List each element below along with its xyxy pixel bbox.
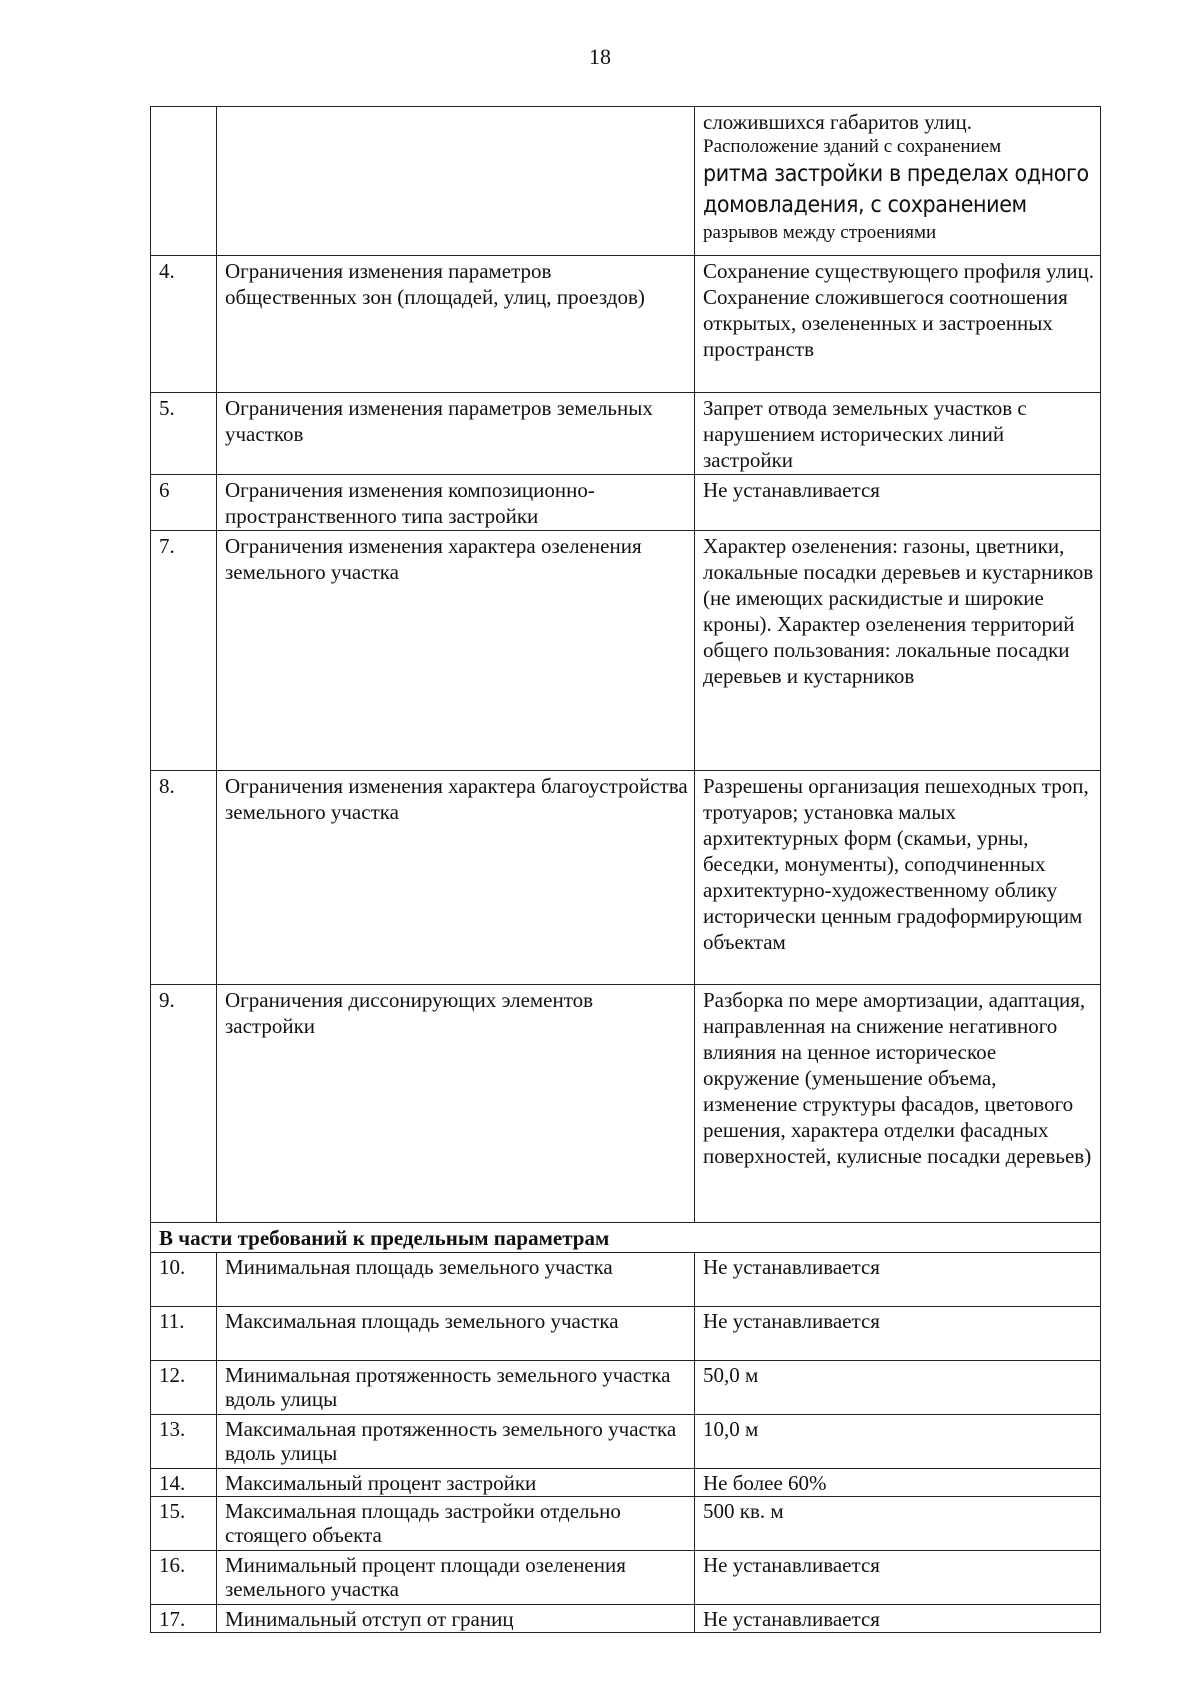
value-line: разрывов между строениями	[703, 222, 937, 243]
row-number: 12.	[151, 1361, 217, 1415]
row-value: Характер озеленения: газоны, цветники, локальные посадки деревьев и кустарников (не имеющих раскидистые и широкие кроны). Характер озеленения территорий общего пользования: локальные посадки деревьев и кустарников	[695, 531, 1101, 771]
row-value: 50,0 м	[695, 1361, 1101, 1415]
row-title: Минимальный отступ от границ	[217, 1605, 695, 1633]
row-number: 15.	[151, 1497, 217, 1551]
row-title: Ограничения изменения параметров общественных зон (площадей, улиц, проездов)	[217, 256, 695, 393]
row-number: 10.	[151, 1253, 217, 1307]
table-row-continuation	[151, 107, 1101, 256]
table-row	[151, 531, 1101, 771]
row-number: 6	[151, 475, 217, 531]
table-row	[151, 1469, 1101, 1497]
row-number: 7.	[151, 531, 217, 771]
row-number: 11.	[151, 1307, 217, 1361]
table-row	[151, 1497, 1101, 1551]
row-number	[151, 107, 217, 256]
table-row	[151, 771, 1101, 985]
row-title: Минимальный процент площади озеленения земельного участка	[217, 1551, 695, 1605]
row-value: Не устанавливается	[695, 475, 1101, 531]
row-value: Разрешены организация пешеходных троп, тротуаров; установка малых архитектурных форм (скамьи, урны, беседки, монументы), соподчиненных архитектурно-художественному облику исторически ценным градоформирующим объектам	[695, 771, 1101, 985]
table-row	[151, 1307, 1101, 1361]
row-number: 14.	[151, 1469, 217, 1497]
row-number: 8.	[151, 771, 217, 985]
row-number: 13.	[151, 1415, 217, 1469]
row-number: 16.	[151, 1551, 217, 1605]
page-number: 18	[589, 44, 611, 69]
row-value	[695, 107, 1101, 256]
row-value: Запрет отвода земельных участков с нарушением исторических линий застройки	[695, 393, 1101, 475]
value-line: сложившихся габаритов улиц.	[703, 110, 973, 134]
row-value: Не устанавливается	[695, 1605, 1101, 1633]
row-value: 500 кв. м	[695, 1497, 1101, 1551]
row-number: 9.	[151, 985, 217, 1223]
requirements-table	[150, 106, 1101, 1633]
value-line: ритма застройки в пределах одного	[703, 161, 1089, 187]
section-row	[151, 1223, 1101, 1253]
table-row	[151, 1605, 1101, 1633]
table-row	[151, 1551, 1101, 1605]
row-value: Сохранение существующего профиля улиц. Сохранение сложившегося соотношения открытых, озелененных и застроенных пространств	[695, 256, 1101, 393]
table-row	[151, 256, 1101, 393]
row-value: 10,0 м	[695, 1415, 1101, 1469]
row-value: Разборка по мере амортизации, адаптация, направленная на снижение негативного влияния на ценное историческое окружение (уменьшение объема, изменение структуры фасадов, цветового решения, характера отделки фасадных поверхностей, кулисные посадки деревьев)	[695, 985, 1101, 1223]
row-title: Ограничения изменения параметров земельных участков	[217, 393, 695, 475]
section-title: В части требований к предельным параметрам	[151, 1223, 1101, 1253]
table-row	[151, 1253, 1101, 1307]
row-title: Максимальный процент застройки	[217, 1469, 695, 1497]
row-value: Не более 60%	[695, 1469, 1101, 1497]
row-title: Максимальная протяженность земельного участка вдоль улицы	[217, 1415, 695, 1469]
row-title	[217, 107, 695, 256]
row-number: 5.	[151, 393, 217, 475]
row-title: Минимальная площадь земельного участка	[217, 1253, 695, 1307]
row-value: Не устанавливается	[695, 1551, 1101, 1605]
row-title: Максимальная площадь застройки отдельно стоящего объекта	[217, 1497, 695, 1551]
row-title: Ограничения изменения характера благоустройства земельного участка	[217, 771, 695, 985]
row-title: Ограничения диссонирующих элементов застройки	[217, 985, 695, 1223]
table-row	[151, 475, 1101, 531]
row-title: Максимальная площадь земельного участка	[217, 1307, 695, 1361]
value-line: домовладения, с сохранением	[703, 192, 1027, 218]
table-row	[151, 1415, 1101, 1469]
table-row	[151, 1361, 1101, 1415]
row-value: Не устанавливается	[695, 1253, 1101, 1307]
value-line: Расположение зданий с сохранением	[703, 136, 1002, 157]
row-title: Ограничения изменения композиционно-пространственного типа застройки	[217, 475, 695, 531]
row-number: 4.	[151, 256, 217, 393]
row-value: Не устанавливается	[695, 1307, 1101, 1361]
table-row	[151, 985, 1101, 1223]
row-title: Ограничения изменения характера озеленения земельного участка	[217, 531, 695, 771]
row-title: Минимальная протяженность земельного участка вдоль улицы	[217, 1361, 695, 1415]
row-number: 17.	[151, 1605, 217, 1633]
table-row	[151, 393, 1101, 475]
